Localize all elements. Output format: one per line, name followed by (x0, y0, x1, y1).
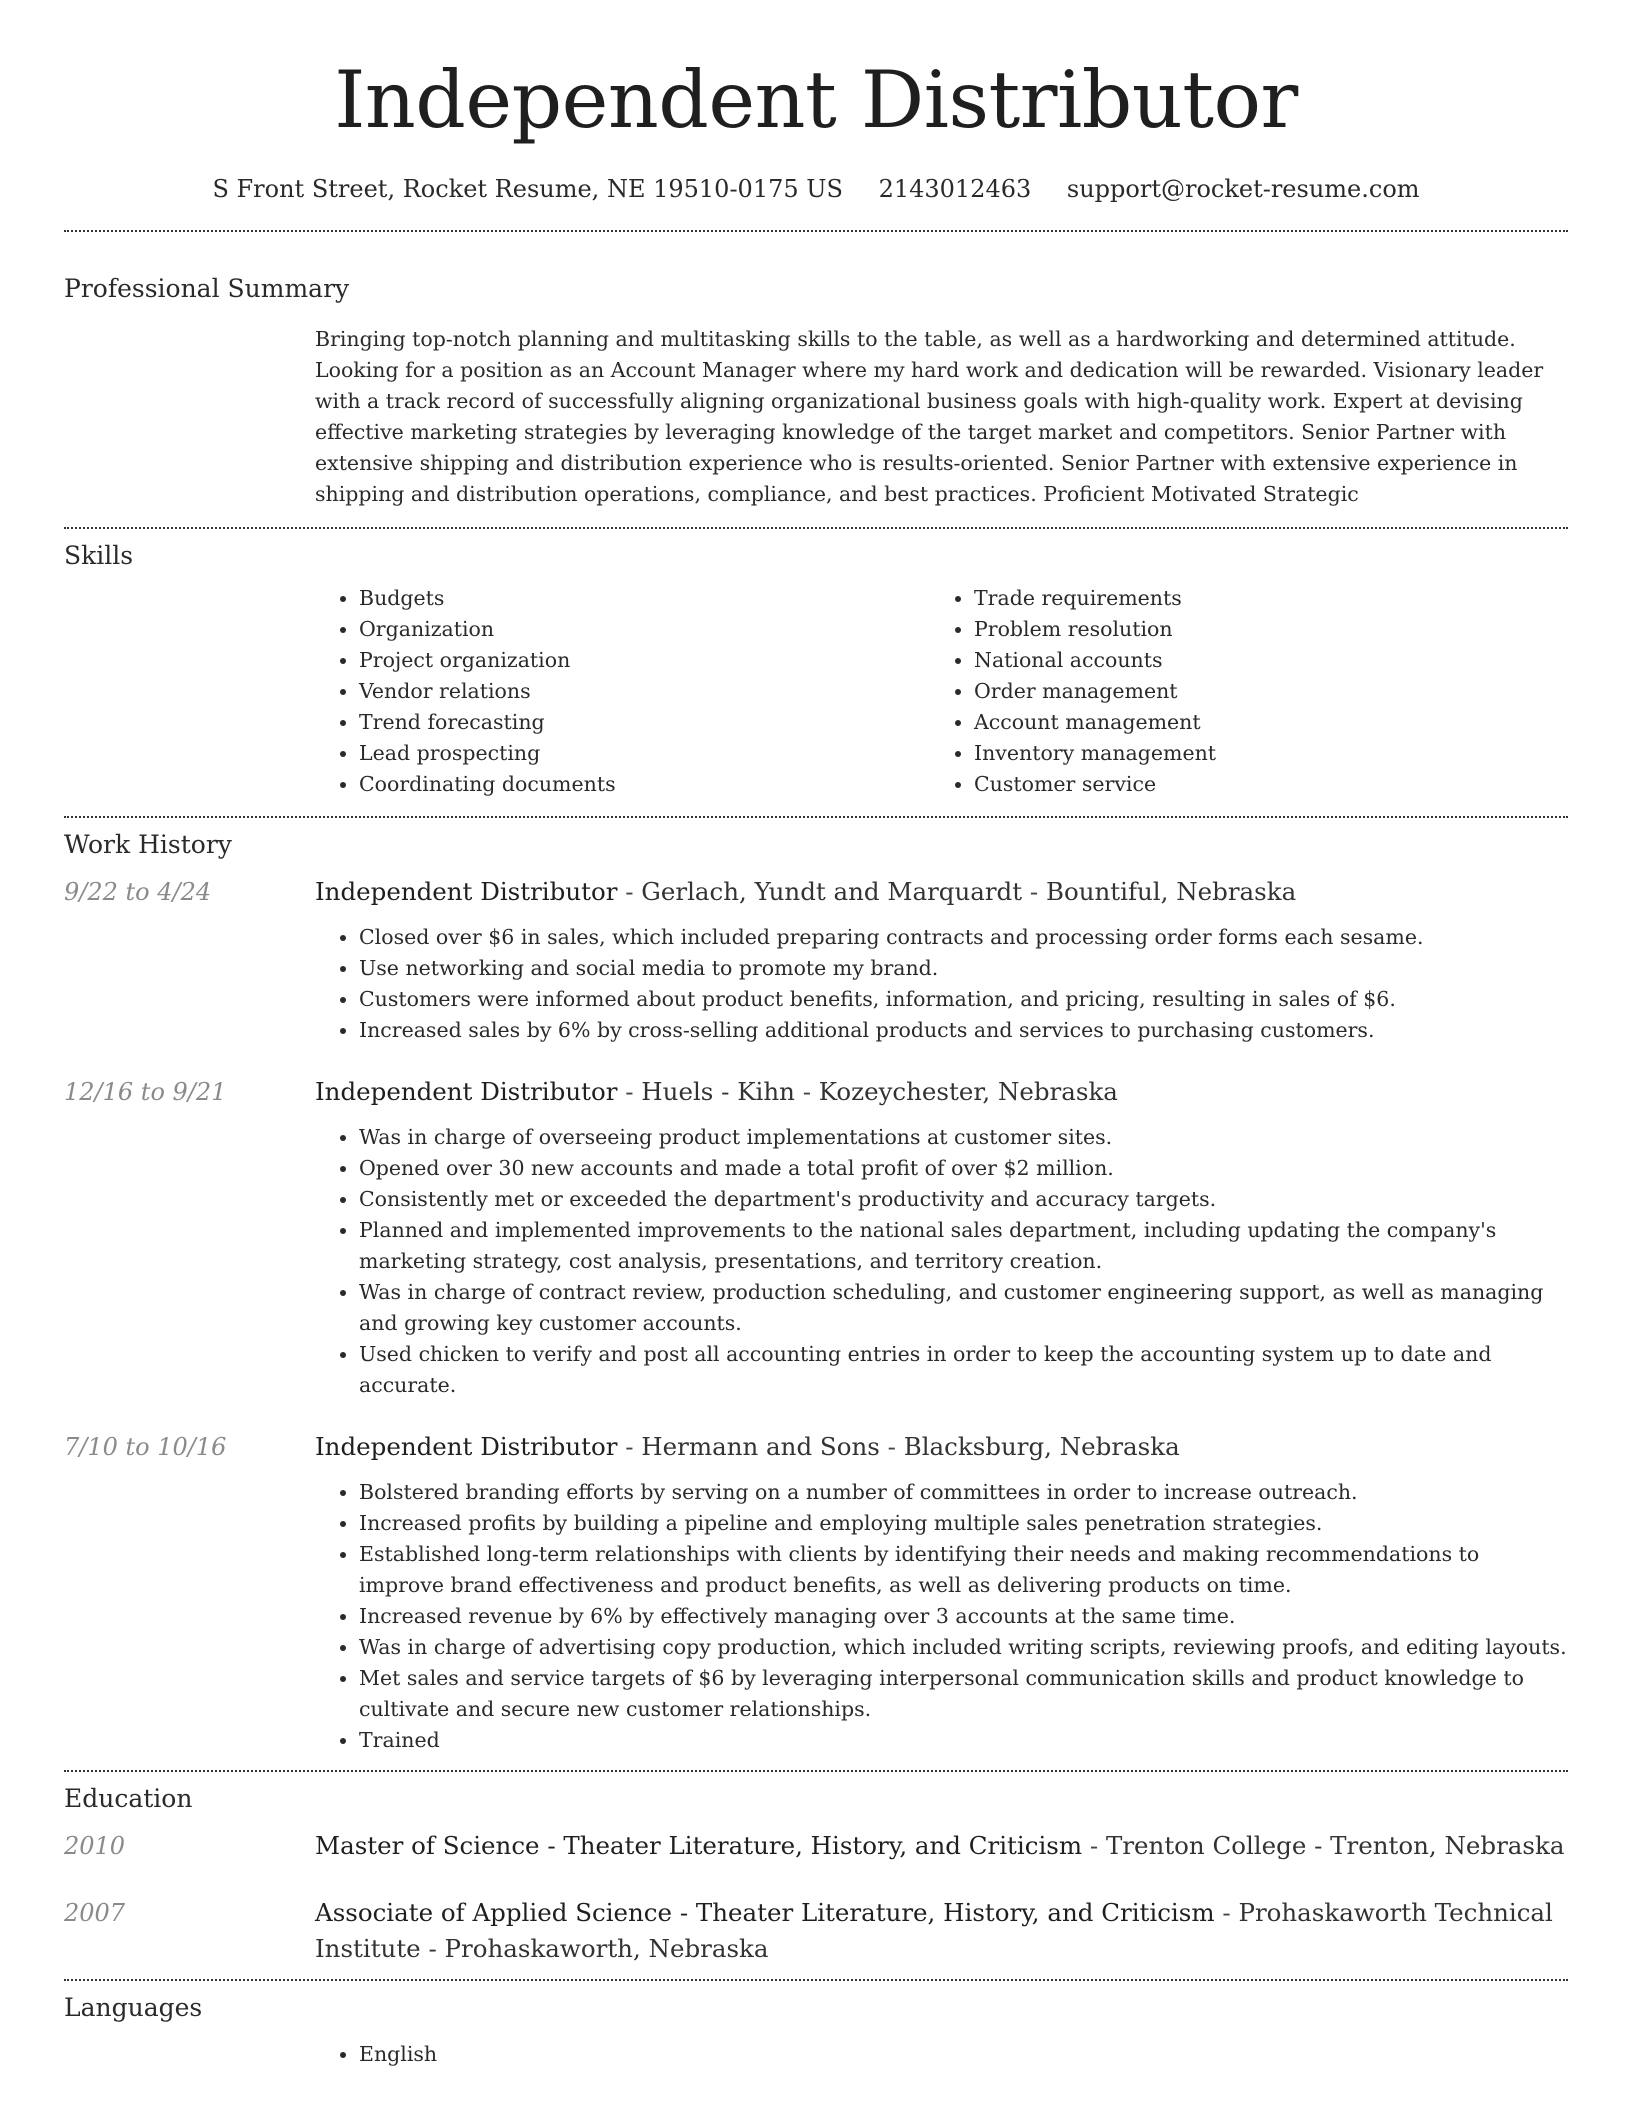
skill-item: • Coordinating documents (359, 769, 930, 800)
divider (64, 1979, 1568, 1981)
job-heading: Independent Distributor - Gerlach, Yundt and Marquardt - Bountiful, Nebraska (315, 877, 1297, 906)
skill-item: • Trend forecasting (359, 707, 930, 738)
job-bullet: • Was in charge of overseeing product implementations at customer sites. (359, 1122, 1568, 1153)
skills-list (315, 583, 1568, 800)
education-entry (64, 1895, 1568, 1967)
education-school: Prohaskaworth Technical Institute - Prohaskaworth, Nebraska (315, 1898, 1553, 1963)
section-title-languages: Languages (64, 1993, 203, 2022)
job-role: Independent Distributor (315, 1077, 618, 1106)
contact-email[interactable]: support@rocket-resume.com (1066, 175, 1420, 203)
education-heading: Master of Science - Theater Literature, History, and Criticism - Trenton College - Trenton, Nebraska (315, 1831, 1565, 1860)
section-title-work: Work History (64, 830, 232, 859)
skill-item: • Account management (974, 707, 1545, 738)
skill-item: • Problem resolution (974, 614, 1545, 645)
job-entry (64, 874, 1568, 1046)
education-entry (64, 1828, 1568, 1864)
language-item: • English (359, 2039, 1568, 2070)
divider (64, 230, 1568, 232)
job-entry (64, 1429, 1568, 1756)
job-bullet: • Closed over $6 in sales, which included preparing contracts and processing order forms each sesame. (359, 922, 1568, 953)
job-bullet: • Increased profits by building a pipeline and employing multiple sales penetration strategies. (359, 1508, 1568, 1539)
job-bullet: • Established long-term relationships with clients by identifying their needs and making recommendations to improve brand effectiveness and product benefits, as well as delivering products on time. (359, 1539, 1568, 1601)
skill-item: • Trade requirements (974, 583, 1545, 614)
job-bullet: • Was in charge of contract review, production scheduling, and customer engineering support, as well as managing and growing key customer accounts. (359, 1277, 1568, 1339)
skill-item: • Lead prospecting (359, 738, 930, 769)
job-bullet: • Used chicken to verify and post all accounting entries in order to keep the accounting system up to date and accurate. (359, 1339, 1568, 1401)
contact-phone: 2143012463 (878, 175, 1032, 203)
job-bullet: • Increased sales by 6% by cross-selling additional products and services to purchasing customers. (359, 1015, 1568, 1046)
education-heading: Associate of Applied Science - Theater Literature, History, and Criticism - Prohaskaworth Technical Institute - Prohaskaworth, Nebraska (315, 1898, 1553, 1963)
job-bullet: • Opened over 30 new accounts and made a total profit of over $2 million. (359, 1153, 1568, 1184)
job-location: Kozeychester, Nebraska (818, 1077, 1118, 1106)
contact-address: S Front Street, Rocket Resume, NE 19510-0175 US (212, 175, 843, 203)
job-dates: 12/16 to 9/21 (64, 1078, 227, 1106)
job-bullet: • Was in charge of advertising copy production, which included writing scripts, reviewing proofs, and editing layouts. (359, 1632, 1568, 1663)
job-bullet: • Use networking and social media to promote my brand. (359, 953, 1568, 984)
job-bullet: • Customers were informed about product benefits, information, and pricing, resulting in sales of $6. (359, 984, 1568, 1015)
job-bullet: • Increased revenue by 6% by effectively managing over 3 accounts at the same time. (359, 1601, 1568, 1632)
education-year: 2007 (64, 1899, 126, 1927)
skills-column-left (315, 583, 930, 800)
skill-item: • Organization (359, 614, 930, 645)
divider (64, 816, 1568, 818)
skills-column-right (930, 583, 1545, 800)
skill-item: • Budgets (359, 583, 930, 614)
section-title-summary: Professional Summary (64, 274, 350, 303)
job-dates: 7/10 to 10/16 (64, 1433, 227, 1461)
job-company: Hermann and Sons (641, 1432, 880, 1461)
skill-item: • Customer service (974, 769, 1545, 800)
job-location: Blacksburg, Nebraska (903, 1432, 1180, 1461)
skill-item: • Inventory management (974, 738, 1545, 769)
job-dates: 9/22 to 4/24 (64, 878, 212, 906)
contact-line (64, 172, 1568, 206)
languages-list (315, 2039, 1568, 2070)
job-heading: Independent Distributor - Hermann and Sons - Blacksburg, Nebraska (315, 1432, 1180, 1461)
resume-page (64, 0, 1568, 2070)
job-company: Gerlach, Yundt and Marquardt (641, 877, 1023, 906)
job-bullet: • Consistently met or exceeded the department's productivity and accuracy targets. (359, 1184, 1568, 1215)
job-company: Huels - Kihn (641, 1077, 795, 1106)
divider (64, 527, 1568, 529)
skill-item: • National accounts (974, 645, 1545, 676)
education-school: Trenton College - Trenton, Nebraska (1105, 1831, 1565, 1860)
skill-item: • Vendor relations (359, 676, 930, 707)
job-location: Bountiful, Nebraska (1045, 877, 1297, 906)
education-year: 2010 (64, 1832, 126, 1860)
summary-text: Bringing top-notch planning and multitasking skills to the table, as well as a hardworking and determined attitude. Looking for a position as an Account Manager where my hard work and dedication will be rewarded. Visionary leader with a track record of successfully aligning organizational business goals with high-quality work. Expert at devising effective marketing strategies by leveraging knowledge of the target market and competitors. Senior Partner with extensive shipping and distribution experience who is results-oriented. Senior Partner with extensive experience in shipping and distribution operations, compliance, and best practices. Proficient Motivated Strategic (315, 327, 1544, 506)
skill-item: • Order management (974, 676, 1545, 707)
job-bullet: • Bolstered branding efforts by serving on a number of committees in order to increase outreach. (359, 1477, 1568, 1508)
job-bullet: • Trained (359, 1725, 1568, 1756)
section-title-skills: Skills (64, 541, 134, 570)
education-degree: Master of Science - Theater Literature, History, and Criticism (315, 1831, 1083, 1860)
job-role: Independent Distributor (315, 1432, 618, 1461)
job-bullet: • Met sales and service targets of $6 by leveraging interpersonal communication skills and product knowledge to cultivate and secure new customer relationships. (359, 1663, 1568, 1725)
section-title-education: Education (64, 1784, 193, 1813)
job-heading: Independent Distributor - Huels - Kihn - Kozeychester, Nebraska (315, 1077, 1118, 1106)
skill-item: • Project organization (359, 645, 930, 676)
candidate-name: Independent Distributor (334, 54, 1298, 146)
job-bullet: • Planned and implemented improvements to the national sales department, including updating the company's marketing strategy, cost analysis, presentations, and territory creation. (359, 1215, 1568, 1277)
education-degree: Associate of Applied Science - Theater Literature, History, and Criticism (315, 1898, 1215, 1927)
divider (64, 1770, 1568, 1772)
job-entry (64, 1074, 1568, 1401)
job-role: Independent Distributor (315, 877, 618, 906)
